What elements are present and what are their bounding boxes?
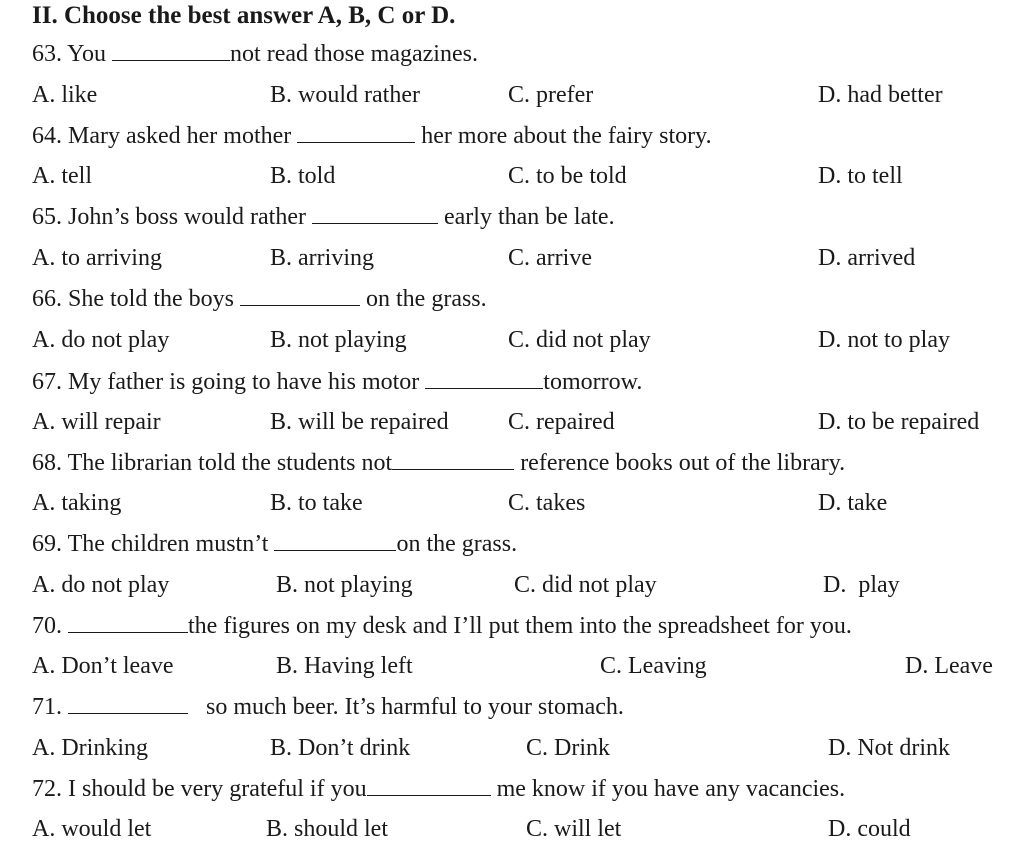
answer-blank[interactable] — [68, 693, 188, 714]
question-text-after: so much beer. It’s harmful to your stomach. — [188, 694, 624, 720]
section-title: II. Choose the best answer A, B, C or D. — [32, 2, 456, 29]
question-text-before: Mary asked her mother — [68, 123, 298, 149]
question-text-before: The librarian told the students not — [67, 450, 393, 476]
answer-blank[interactable] — [68, 612, 188, 633]
option-c[interactable]: C. prefer — [508, 82, 594, 108]
option-b[interactable]: B. told — [270, 163, 336, 189]
question-text-after: on the grass. — [360, 286, 487, 312]
question-text-after: her more about the fairy story. — [415, 123, 712, 149]
question-number: 68. — [32, 450, 62, 476]
question-70 — [32, 610, 852, 642]
answer-blank[interactable] — [312, 203, 438, 224]
option-c[interactable]: C. to be told — [508, 163, 627, 189]
question-text-after: not read those magazines. — [230, 41, 478, 67]
option-d[interactable]: D. play — [823, 572, 900, 598]
question-text-after: the figures on my desk and I’ll put them into the spreadsheet for you. — [188, 613, 852, 639]
question-text-before: I should be very grateful if you — [68, 776, 367, 802]
option-d[interactable]: D. to be repaired — [818, 409, 980, 435]
option-d[interactable]: D. Not drink — [828, 735, 950, 761]
option-c[interactable]: C. arrive — [508, 245, 592, 271]
question-72 — [32, 773, 845, 805]
question-number: 66. — [32, 286, 62, 312]
option-a[interactable]: A. Drinking — [32, 735, 148, 761]
option-b[interactable]: B. not playing — [276, 572, 413, 598]
option-a[interactable]: A. do not play — [32, 572, 170, 598]
question-68 — [32, 447, 845, 479]
question-66 — [32, 283, 487, 315]
option-b[interactable]: B. Don’t drink — [270, 735, 411, 761]
question-number: 64. — [32, 123, 62, 149]
option-a[interactable]: A. taking — [32, 490, 122, 516]
option-c[interactable]: C. Leaving — [600, 653, 707, 679]
question-number: 65. — [32, 204, 62, 230]
option-b[interactable]: B. would rather — [270, 82, 420, 108]
question-text-before: My father is going to have his motor — [62, 369, 426, 395]
question-text-after: reference books out of the library. — [514, 450, 846, 476]
option-b[interactable]: B. to take — [270, 490, 363, 516]
question-text-after: early than be late. — [437, 204, 615, 230]
question-65 — [32, 201, 615, 233]
option-c[interactable]: C. did not play — [514, 572, 657, 598]
option-d[interactable]: D. to tell — [818, 163, 903, 189]
question-67 — [32, 366, 642, 398]
question-number: 71. — [32, 694, 62, 720]
question-number: 69. — [32, 531, 62, 557]
option-a[interactable]: A. would let — [32, 816, 152, 842]
option-a[interactable]: A. tell — [32, 163, 92, 189]
option-d[interactable]: D. take — [818, 490, 888, 516]
question-text-before: You — [67, 41, 113, 67]
option-b[interactable]: B. not playing — [270, 327, 407, 353]
question-text-before: John’s boss would rather — [68, 204, 312, 230]
question-number: 72. — [32, 776, 62, 802]
option-b[interactable]: B. Having left — [276, 653, 413, 679]
question-text-after: me know if you have any vacancies. — [490, 776, 846, 802]
option-a[interactable]: A. do not play — [32, 327, 170, 353]
option-c[interactable]: C. repaired — [508, 409, 615, 435]
option-c[interactable]: C. takes — [508, 490, 586, 516]
option-d[interactable]: D. arrived — [818, 245, 916, 271]
answer-blank[interactable] — [274, 530, 396, 551]
answer-blank[interactable] — [240, 285, 360, 306]
option-a[interactable]: A. will repair — [32, 409, 161, 435]
question-number: 67. — [32, 369, 62, 395]
option-c[interactable]: C. will let — [526, 816, 622, 842]
question-63 — [32, 38, 478, 70]
answer-blank[interactable] — [425, 368, 543, 389]
option-b[interactable]: B. should let — [266, 816, 389, 842]
question-text-after: tomorrow. — [543, 369, 643, 395]
question-71 — [32, 691, 624, 723]
option-d[interactable]: D. could — [828, 816, 911, 842]
option-b[interactable]: B. arriving — [270, 245, 374, 271]
question-text-before: The children mustn’t — [67, 531, 275, 557]
question-number: 70. — [32, 613, 62, 639]
option-c[interactable]: C. Drink — [526, 735, 610, 761]
option-d[interactable]: D. Leave — [905, 653, 993, 679]
option-d[interactable]: D. not to play — [818, 327, 950, 353]
question-text-after: on the grass. — [396, 531, 518, 557]
answer-blank[interactable] — [392, 449, 514, 470]
question-64 — [32, 120, 712, 152]
option-a[interactable]: A. like — [32, 82, 98, 108]
question-69 — [32, 528, 517, 560]
question-number: 63. — [32, 41, 62, 67]
answer-blank[interactable] — [112, 40, 230, 61]
question-text-before: She told the boys — [68, 286, 240, 312]
answer-blank[interactable] — [367, 775, 491, 796]
option-a[interactable]: A. Don’t leave — [32, 653, 174, 679]
answer-blank[interactable] — [297, 122, 415, 143]
option-a[interactable]: A. to arriving — [32, 245, 162, 271]
option-c[interactable]: C. did not play — [508, 327, 651, 353]
option-b[interactable]: B. will be repaired — [270, 409, 449, 435]
option-d[interactable]: D. had better — [818, 82, 943, 108]
